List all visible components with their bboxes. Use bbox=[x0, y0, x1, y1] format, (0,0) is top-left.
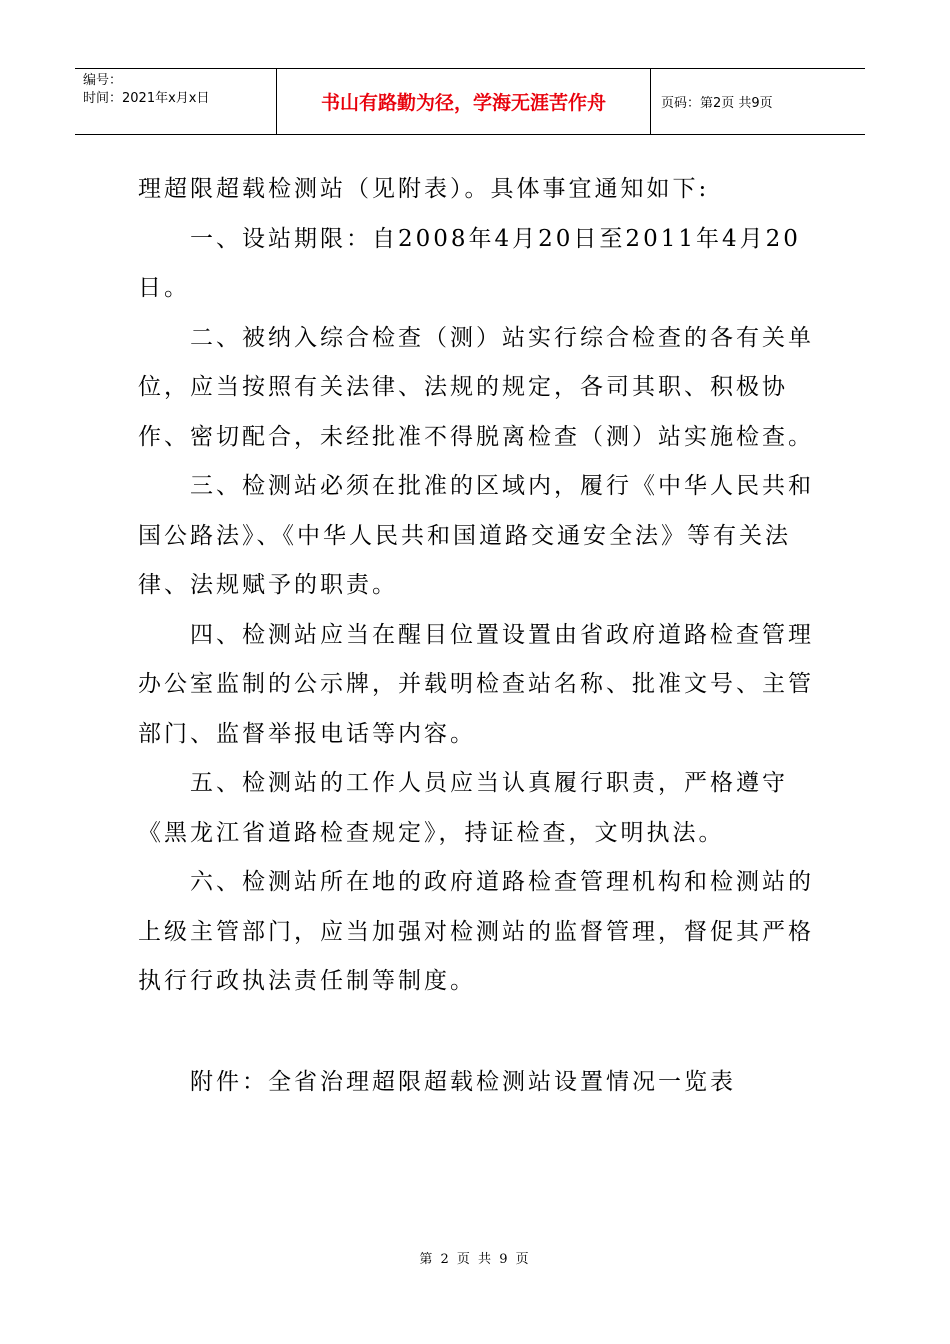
header-motto: 书山有路勤为径，学海无涯苦作舟 bbox=[277, 69, 651, 134]
page-header bbox=[75, 68, 865, 135]
number-label: 编号： bbox=[83, 73, 123, 88]
time-label: 时间：2021年x月x日 bbox=[83, 91, 210, 106]
paragraph-item-3: 三、检测站必须在批准的区域内，履行《中华人民共和国公路法》、《中华人民共和国道路交通安全法》等有关法律、法规赋予的职责。 bbox=[138, 473, 814, 598]
paragraph-item-5: 五、检测站的工作人员应当认真履行职责，严格遵守《黑龙江省道路检查规定》，持证检查，文明执法。 bbox=[138, 770, 788, 846]
page-footer: 第 2 页 共 9 页 bbox=[419, 1252, 531, 1267]
paragraph-item-4: 四、检测站应当在醒目位置设置由省政府道路检查管理办公室监制的公示牌，并载明检查站名称、批准文号、主管部门、监督举报电话等内容。 bbox=[138, 621, 814, 747]
document-body bbox=[138, 165, 828, 1007]
header-page-info: 页码：第2页 共9页 bbox=[661, 96, 773, 111]
header-meta bbox=[75, 69, 277, 134]
paragraph-item-6: 六、检测站所在地的政府道路检查管理机构和检测站的上级主管部门，应当加强对检测站的监督管理，督促其严格执行行政执法责任制等制度。 bbox=[138, 869, 814, 994]
paragraph-item-1: 一、设站期限：自2008年4月20日至2011年4月20日。 bbox=[138, 225, 801, 301]
paragraph-item-2: 二、被纳入综合检查（测）站实行综合检查的各有关单位，应当按照有关法律、法规的规定，各司其职、积极协作、密切配合，未经批准不得脱离检查（测）站实施检查。 bbox=[138, 324, 814, 450]
attachment-line: 附件：全省治理超限超载检测站设置情况一览表 bbox=[190, 1069, 736, 1095]
paragraph-continuation: 理超限超载检测站（见附表）。具体事宜通知如下: bbox=[138, 176, 710, 202]
